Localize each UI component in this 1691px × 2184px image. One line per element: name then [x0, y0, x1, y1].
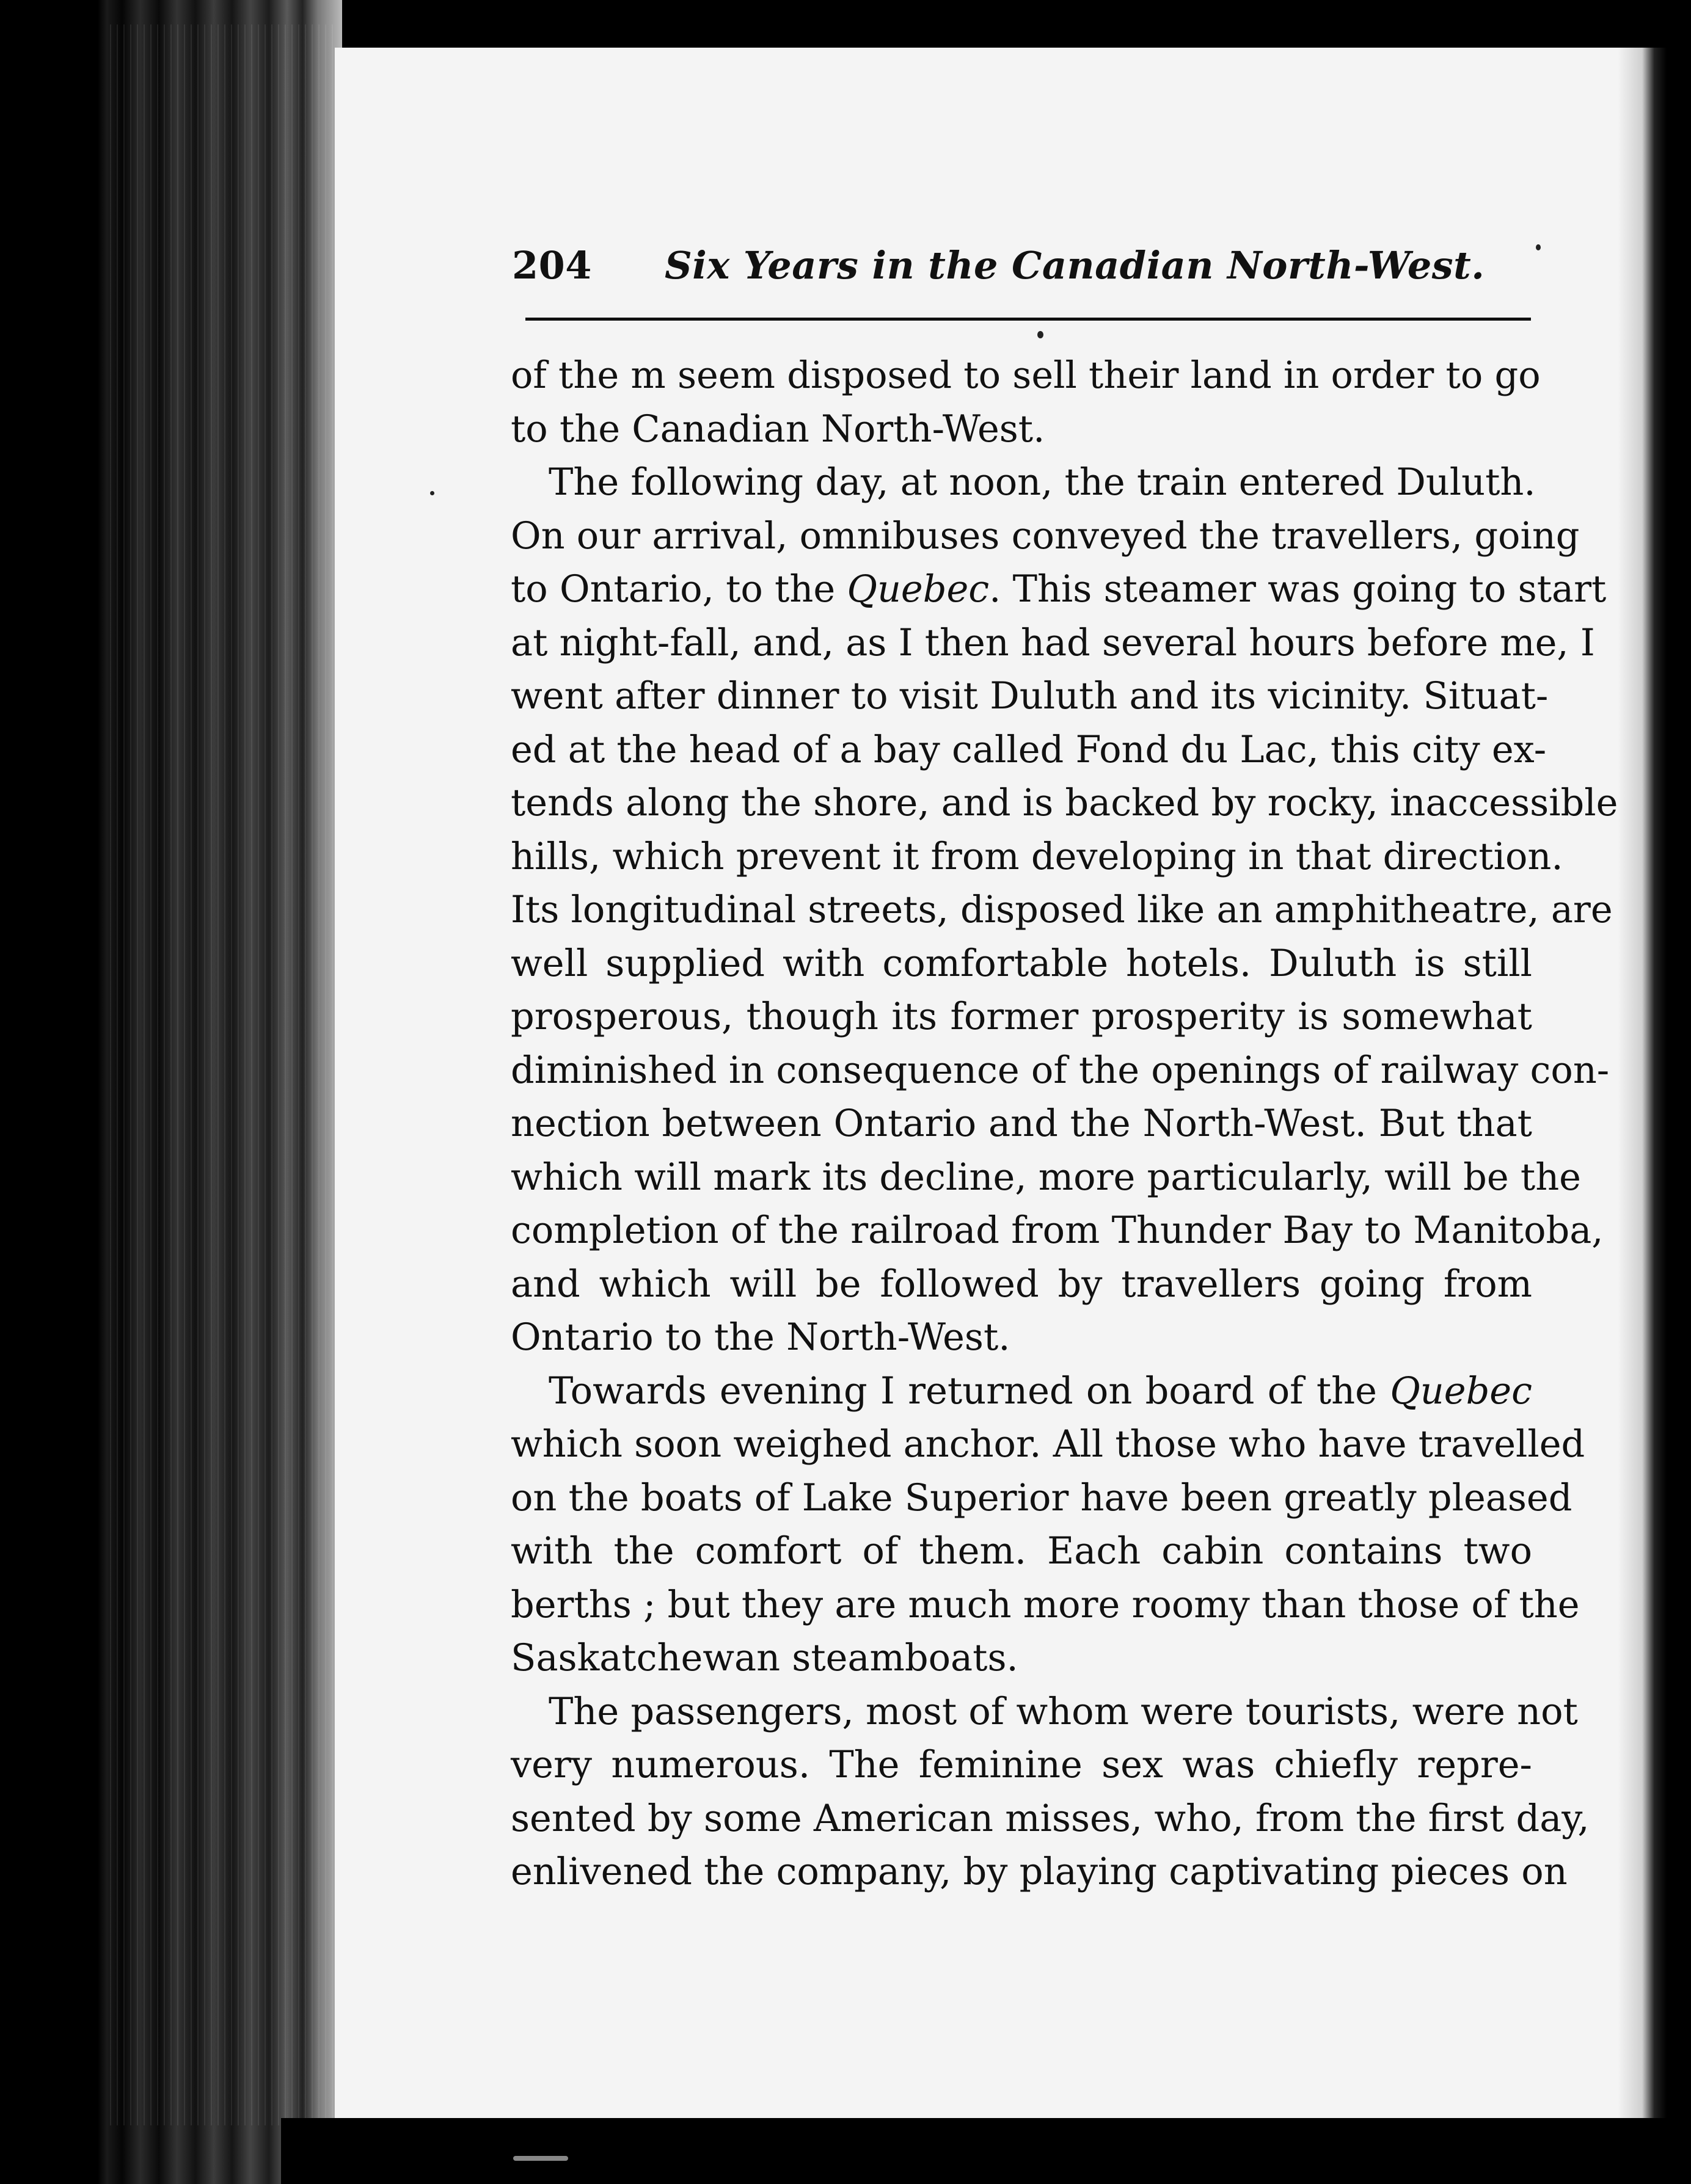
scan-speck [1536, 244, 1541, 250]
body-text [511, 349, 1618, 1899]
text-line: to Ontario, to the Quebec. This steamer was going to start [511, 568, 1607, 611]
text-line: well supplied with comfortable hotels. Duluth is still [511, 942, 1532, 985]
text-line: of the m seem disposed to sell their land in order to go [511, 354, 1541, 397]
text-line: sented by some American misses, who, from the first day, [511, 1797, 1590, 1840]
scan-mark [513, 2156, 568, 2161]
text-line: with the comfort of them. Each cabin contains two [511, 1530, 1532, 1573]
text-line: Its longitudinal streets, disposed like an amphitheatre, are [511, 889, 1613, 931]
text-line: Ontario to the North-West. [511, 1316, 1010, 1359]
text-line: enlivened the company, by playing captivating pieces on [511, 1851, 1568, 1893]
text-line: on the boats of Lake Superior have been greatly pleased [511, 1476, 1572, 1520]
italic-ship-name: Quebec [1390, 1369, 1532, 1413]
text-line: On our arrival, omnibuses conveyed the travellers, going [511, 514, 1580, 558]
page-edge-stripes [110, 24, 336, 2125]
scan-bottom-border [281, 2118, 1691, 2184]
text-line: tends along the shore, and is backed by rocky, inaccessible [511, 782, 1618, 824]
page-gutter-shadow [1618, 48, 1691, 2149]
text-line: The passengers, most of whom were tourists, were not [549, 1690, 1578, 1733]
header-rule [525, 318, 1531, 321]
text-line: The following day, at noon, the train entered Duluth. [549, 461, 1536, 504]
scan-speck [1037, 331, 1043, 338]
page-number: 204 [512, 243, 592, 288]
running-title: Six Years in the Canadian North-West. [665, 243, 1485, 288]
text-line: diminished in consequence of the openings of railway con- [511, 1049, 1610, 1092]
italic-ship-name: Quebec [847, 568, 990, 611]
text-line: which soon weighed anchor. All those who have travelled [511, 1423, 1585, 1466]
text-line: completion of the railroad from Thunder Bay to Manitoba, [511, 1209, 1604, 1252]
text-line: Saskatchewan steamboats. [511, 1637, 1018, 1680]
running-head [512, 243, 1538, 304]
text-line: and which will be followed by travellers going from [511, 1262, 1532, 1306]
text-line: hills, which prevent it from developing in that direction. [511, 835, 1563, 878]
text-line: ed at the head of a bay called Fond du Lac, this city ex- [511, 728, 1547, 771]
text-line: prosperous, though its former prosperity is somewhat [511, 996, 1532, 1038]
text-line: very numerous. The feminine sex was chiefly repre- [511, 1744, 1532, 1786]
text-line: berths ; but they are much more roomy than those of the [511, 1583, 1580, 1626]
text-line: Towards evening I returned on board of the Quebec [549, 1369, 1532, 1413]
scan-speck [430, 491, 434, 495]
text-line: to the Canadian North-West. [511, 407, 1045, 451]
text-line: nection between Ontario and the North-West. But that [511, 1102, 1532, 1145]
text-line: at night-fall, and, as I then had several hours before me, I [511, 621, 1595, 664]
text-line: went after dinner to visit Duluth and its vicinity. Situat- [511, 675, 1549, 718]
text-line: which will mark its decline, more particularly, will be the [511, 1156, 1581, 1199]
